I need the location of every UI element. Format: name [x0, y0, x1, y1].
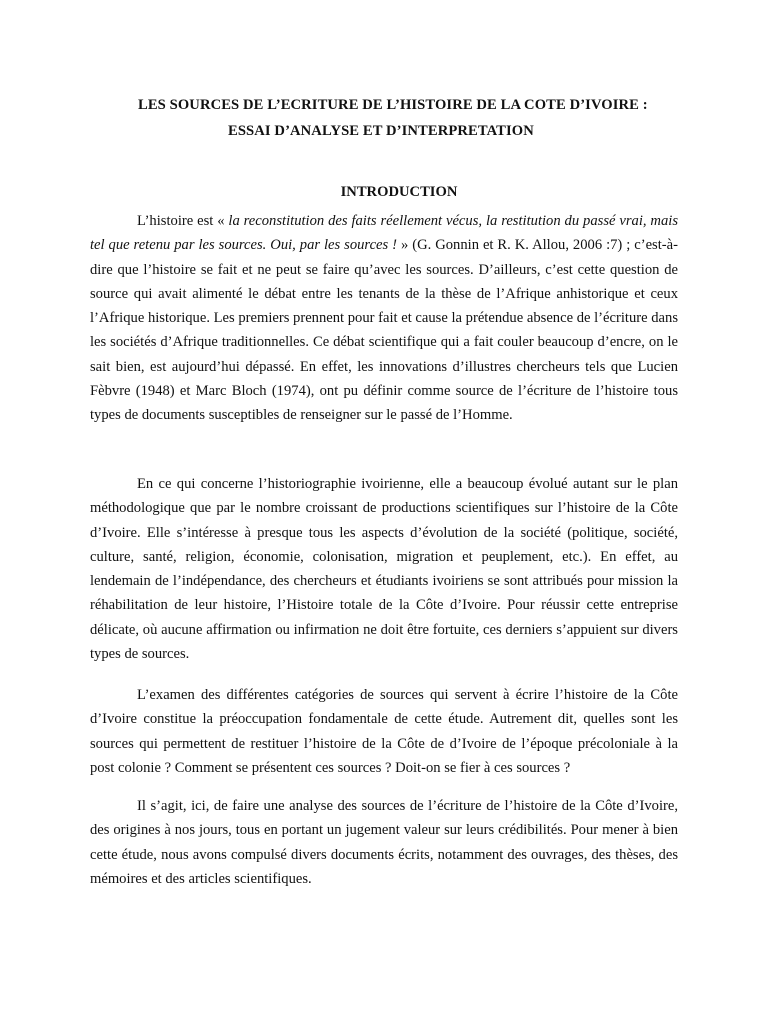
title-line-2: ESSAI D’ANALYSE ET D’INTERPRETATION	[228, 123, 534, 139]
paragraph-2: En ce qui concerne l’historiographie ivoirienne, elle a beaucoup évolué autant sur le plan méthodologique que par le nombre croissant de productions scientifiques sur l’histoire de la Côte d’Ivoire. Elle s’intéresse à presque tous les aspects d’évolution de la société (politique, société, culture, santé, religion, économie, colonisation, migration et peuplement, etc.). En effet, au lendemain de l’indépendance, des chercheurs et étudiants ivoiriens se sont attribués pour mission la réhabilitation de leur histoire, l’Histoire totale de la Côte d’Ivoire. Pour réussir cette entreprise délicate, où aucune affirmation ou infirmation ne doit être fortuite, ces derniers s’appuient sur divers types de sources.	[90, 476, 678, 663]
paragraph-1-rest: » (G. Gonnin et R. K. Allou, 2006 :7) ; c’est-à-dire que l’histoire se fait et ne peut se faire qu’avec les sources. D’ailleurs, c’est cette question de source qui avait alimenté le débat entre les tenants de la thèse de l’Afrique anhistorique et ceux l’Afrique historique. Les premiers prennent pour fait et cause la prétendue absence de l’écriture dans les sociétés d’Afrique traditionnelles. Ce débat scientifique qui a fait couler beaucoup d’encre, on le sait bien, est aujourd’hui dépassé. En effet, les innovations d’illustres chercheurs tels que Lucien Fèbvre (1948) et Marc Bloch (1974), ont pu définir comme source de l’écriture de l’histoire tous types de documents susceptibles de renseigner sur le passé de l’Homme.	[90, 237, 678, 424]
section-heading: INTRODUCTION	[340, 184, 458, 200]
document-title	[90, 92, 678, 144]
paragraph-3: L’examen des différentes catégories de sources qui servent à écrire l’histoire de la Côte d’Ivoire constitue la préoccupation fondamentale de cette étude. Autrement dit, quelles sont les sources qui permettent de restituer l’histoire de la Côte de d’Ivoire de l’époque précoloniale à la post colonie ? Comment se présentent ces sources ? Doit-on se fier à ces sources ?	[90, 687, 678, 776]
title-line-1: LES SOURCES DE L’ECRITURE DE L’HISTOIRE DE LA COTE D’IVOIRE :	[138, 97, 648, 113]
paragraph-4: Il s’agit, ici, de faire une analyse des sources de l’écriture de l’histoire de la Côte d’Ivoire, des origines à nos jours, tous en portant un jugement valeur sur leurs crédibilités. Pour mener à bien cette étude, nous avons compulsé divers documents écrits, notamment des ouvrages, des thèses, des mémoires et des articles scientifiques.	[90, 798, 678, 887]
paragraph-1-lead: L’histoire est «	[137, 213, 229, 229]
paragraph-1-quote: la reconstitution des faits réellement vécus, la restitution du passé vrai, mais tel que retenu par les sources. Oui, par les sources !	[90, 213, 678, 254]
paragraph-1	[90, 209, 678, 428]
